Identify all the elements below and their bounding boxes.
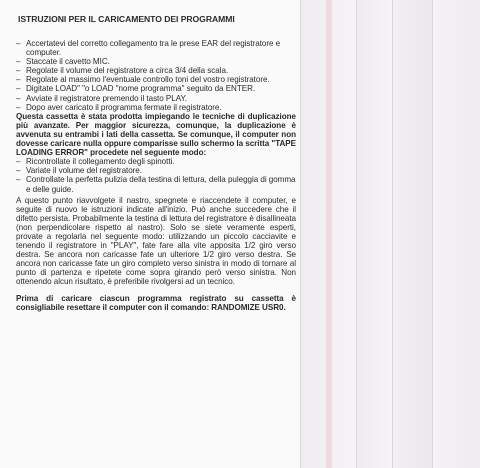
fold-line: [300, 0, 301, 468]
dash-bullet: –: [16, 157, 21, 167]
duplication-notice: Questa cassetta è stata prodotta impiegando le tecniche di duplicazione più avanzate. Per maggior sicurezza, comunque, la duplicazione è avvenuta su entrambi i lati della cassetta. Se comunque, il computer non dovesse caricare nulla oppure comparisse sullo schermo la scritta "TAPE LOADING ERROR" procedete nel seguente modo:: [16, 111, 296, 158]
inlay-flap-strip: [392, 0, 432, 468]
reset-advice: Prima di caricare ciascun programma registrato su cassetta è consigliabile resettare il computer con il comando: RANDOMIZE USR0.: [16, 293, 296, 312]
list-item: – Accertatevi del corretto collegamento tra le prese EAR del registratore e computer.: [16, 39, 281, 58]
dash-bullet: –: [16, 66, 21, 76]
list-item: – Dopo aver caricato il programma fermate il registratore.: [16, 102, 222, 112]
dash-bullet: –: [16, 166, 21, 176]
dash-bullet: –: [16, 93, 21, 103]
list-item: – Regolate al massimo l'eventuale controllo toni del vostro registratore.: [16, 75, 270, 85]
dash-bullet: –: [16, 57, 21, 67]
list-item: – Digitate LOAD" "o LOAD "nome programma" seguito da ENTER.: [16, 84, 256, 94]
instructions-title: ISTRUZIONI PER IL CARICAMENTO DEI PROGRAMMI: [18, 14, 235, 24]
head-alignment-paragraph: A questo punto riavvolgete il nastro, spegnete e riaccendete il computer, e seguite di nuovo le istruzioni indicate all'inizio. Può anche succedere che il difetto persista. Probabilmente la testina di lettura del registratore è disallineata (non perpendicolare rispetto al nastro). Solo se siete veramente esperti, provate a regolarla nel seguente modo: utilizzando un piccolo cacciavite e tenendo il registratore in "PLAY", fate fare alla vite apposita 1/2 giro verso destra. Se ancora non caricasse fate un ulteriore 1/2 giro verso destra. Se ancora non caricasse fate un giro completo verso sinistra in modo di tornare al punto di partenza e ripetete come sopra girando però verso sinistra. Non ottenendo alcun risultato, è preferibile rivolgersi ad un tecnico.: [16, 195, 296, 287]
inlay-back-strip: [356, 0, 392, 468]
list-item: – Variate il volume del registratore.: [16, 166, 142, 176]
list-item: – Regolate il volume del registratore a circa 3/4 della scala.: [16, 66, 229, 76]
troubleshooting-list: [16, 157, 296, 193]
fold-line: [356, 0, 357, 468]
dash-bullet: –: [16, 39, 21, 48]
fold-line: [392, 0, 393, 468]
instructions-text: [16, 14, 296, 312]
list-item: – Staccate il cavetto MIC.: [16, 57, 110, 67]
edge-tint: [326, 0, 332, 468]
fold-line: [432, 0, 433, 468]
dash-bullet: –: [16, 84, 21, 94]
list-item: – Avviate il registratore premendo il tasto PLAY.: [16, 93, 187, 103]
list-item: – Controllate la perfetta pulizia della testina di lettura, della puleggia di gomma e delle guide.: [16, 175, 296, 194]
dash-bullet: –: [16, 75, 21, 85]
dash-bullet: –: [16, 102, 21, 112]
inlay-edge-strip: [432, 0, 480, 468]
list-item: – Ricontrollate il collegamento degli spinotti.: [16, 157, 175, 167]
loading-steps-list: [16, 39, 296, 112]
dash-bullet: –: [16, 175, 21, 185]
